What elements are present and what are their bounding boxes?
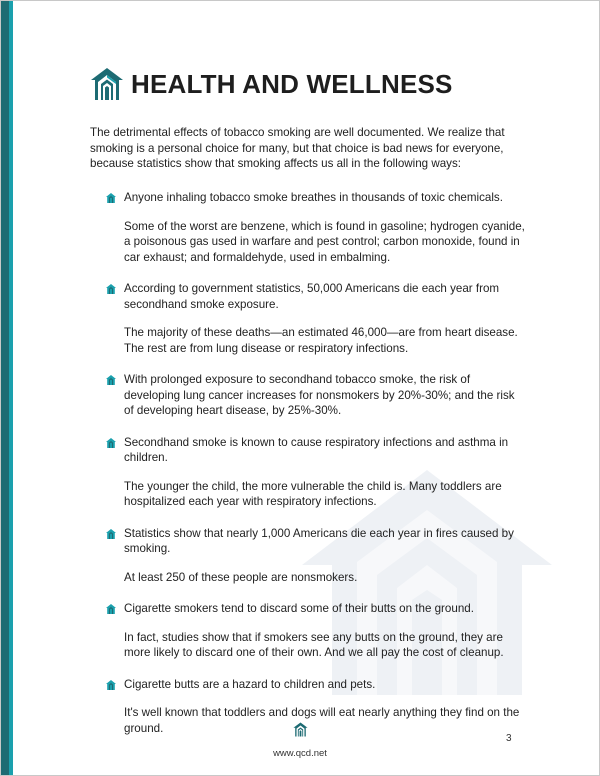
page-number: 3 (506, 733, 512, 744)
bullet-detail-text: The younger the child, the more vulnerable the child is. Many toddlers are hospitalized each year with respiratory infections. (124, 479, 502, 508)
bullet-detail-text: It's well known that toddlers and dogs will eat nearly anything they find on the ground. (124, 706, 520, 735)
bullet-detail-text: The majority of these deaths—an estimated 46,000—are from heart disease. The rest are from lung disease or respiratory infections. (124, 326, 518, 355)
bullet-house-icon (106, 375, 116, 385)
footer-url[interactable]: www.qcd.net (273, 748, 327, 759)
list-item (106, 372, 526, 419)
list-item (106, 281, 526, 356)
bullet-house-icon (106, 193, 116, 203)
bullet-main-text: According to government statistics, 50,000 Americans die each year from secondhand smoke exposure. (124, 282, 500, 311)
bullet-detail-text: Some of the worst are benzene, which is found in gasoline; hydrogen cyanide, a poisonous gas used in warfare and pest control; carbon monoxide, found in car exhaust; and formaldehyde, used in embalming. (124, 219, 525, 264)
list-item (106, 601, 526, 661)
house-arrows-logo-icon (90, 67, 124, 101)
bullet-main-text: With prolonged exposure to secondhand tobacco smoke, the risk of developing lung cancer increases for nonsmokers by 20%-30%; and the risk of developing heart disease, by 25%-30%. (124, 373, 515, 417)
page-title: HEALTH AND WELLNESS (131, 68, 453, 99)
bullet-main-text: Statistics show that nearly 1,000 Americans die each year in fires caused by smoking. (124, 526, 514, 555)
bullet-house-icon (106, 284, 116, 294)
bullet-main-text: Anyone inhaling tobacco smoke breathes in thousands of toxic chemicals. (124, 191, 503, 204)
house-arrows-logo-icon (293, 722, 308, 737)
list-item (106, 190, 526, 265)
bullet-house-icon (106, 529, 116, 539)
intro-paragraph: The detrimental effects of tobacco smoking are well documented. We realize that smoking is a personal choice for many, but that choice is bad news for everyone, because statistics show that smoking affects us all in the following ways: (90, 126, 505, 170)
side-accent-bar-dark (0, 0, 9, 776)
bullet-detail-text: In fact, studies show that if smokers see any butts on the ground, they are more likely to discard one of their own. And we all pay the cost of cleanup. (124, 630, 504, 659)
bullet-main-text: Cigarette butts are a hazard to children and pets. (124, 677, 376, 691)
list-item (106, 526, 526, 586)
side-accent-bar-light (9, 0, 13, 776)
bullet-detail-text: At least 250 of these people are nonsmokers. (124, 570, 358, 584)
bullet-main-text: Cigarette smokers tend to discard some of their butts on the ground. (124, 602, 474, 615)
list-item (106, 435, 526, 510)
bullet-main-text: Secondhand smoke is known to cause respiratory infections and asthma in children. (124, 435, 509, 464)
bullet-house-icon (106, 438, 116, 448)
bullet-list (106, 190, 526, 752)
bullet-house-icon (106, 680, 116, 690)
list-item (106, 677, 526, 737)
page-header (90, 66, 453, 102)
bullet-house-icon (106, 604, 116, 614)
